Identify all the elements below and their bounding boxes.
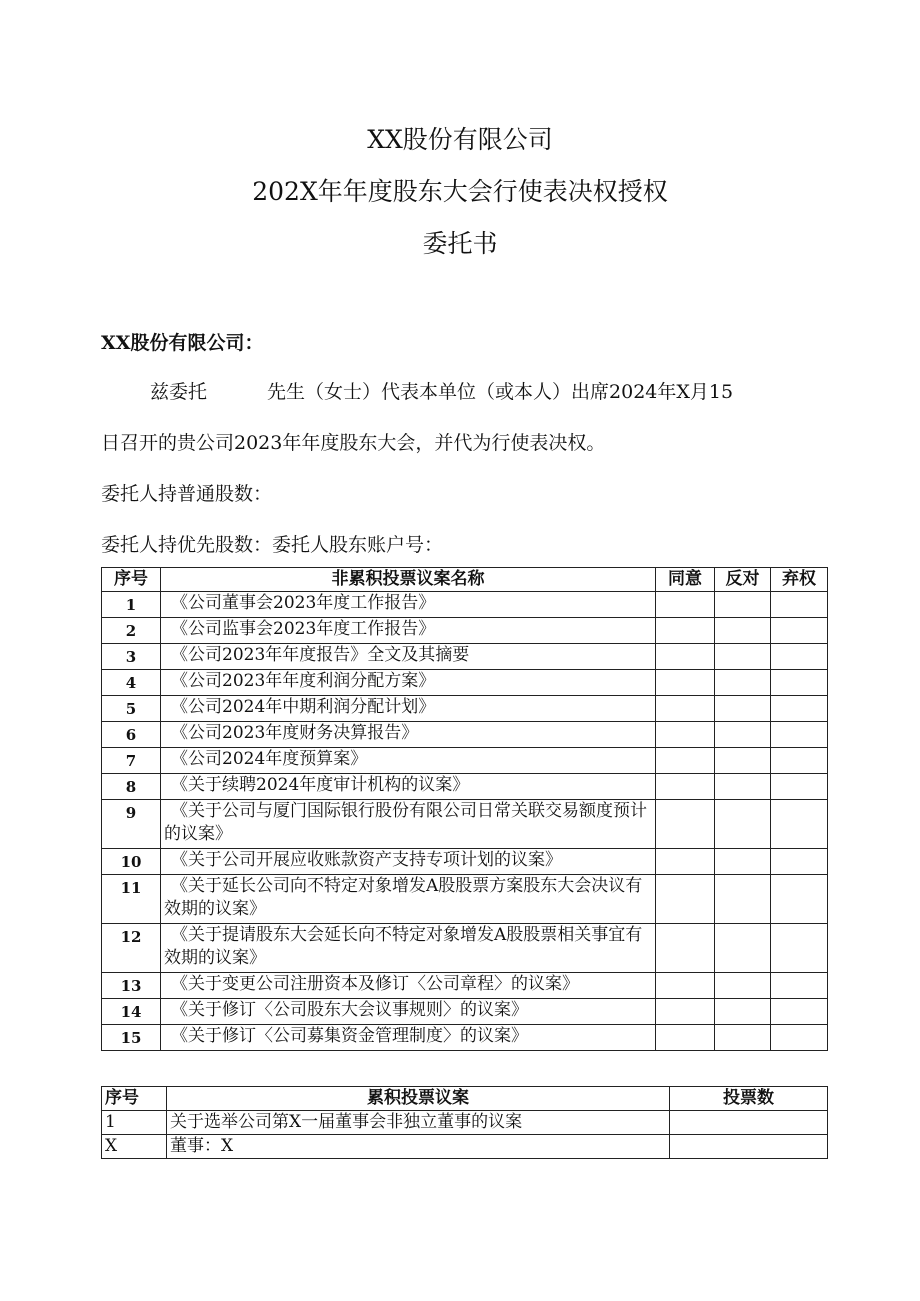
vote-count-cell[interactable] [670, 1135, 828, 1159]
table-row [102, 999, 828, 1025]
proposal-name: 《关于修订〈公司股东大会议事规则〉的议案》 [161, 999, 656, 1025]
oppose-cell[interactable] [715, 999, 771, 1025]
meeting-title: 202X年年度股东大会行使表决权授权 [252, 177, 668, 206]
table-row [102, 1135, 828, 1159]
header-no: 序号 [102, 1087, 167, 1111]
abstain-cell[interactable] [771, 924, 828, 973]
row-no: 15 [102, 1025, 161, 1051]
proposal-name: 《关于公司开展应收账款资产支持专项计划的议案》 [161, 849, 656, 875]
header-abstain: 弃权 [771, 568, 828, 592]
row-no: 8 [102, 774, 161, 800]
abstain-cell[interactable] [771, 875, 828, 924]
header-oppose: 反对 [715, 568, 771, 592]
proposal-name: 《公司董事会2023年度工作报告》 [161, 592, 656, 618]
table-row [102, 849, 828, 875]
table-row [102, 696, 828, 722]
table-row [102, 924, 828, 973]
proposal-name: 关于选举公司第X一届董事会非独立董事的议案 [167, 1111, 670, 1135]
agree-cell[interactable] [656, 592, 715, 618]
agree-cell[interactable] [656, 1025, 715, 1051]
vote-count-cell[interactable] [670, 1111, 828, 1135]
oppose-cell[interactable] [715, 748, 771, 774]
table-header-row [102, 1087, 828, 1111]
entrustment-line-2: 日召开的贵公司2023年年度股东大会，并代为行使表决权。 [101, 432, 606, 454]
table-row [102, 644, 828, 670]
oppose-cell[interactable] [715, 774, 771, 800]
table-row [102, 1111, 828, 1135]
row-no: 7 [102, 748, 161, 774]
agree-cell[interactable] [656, 722, 715, 748]
oppose-cell[interactable] [715, 644, 771, 670]
agree-cell[interactable] [656, 644, 715, 670]
table-row [102, 774, 828, 800]
proposal-name: 《关于修订〈公司募集资金管理制度〉的议案》 [161, 1025, 656, 1051]
agree-cell[interactable] [656, 924, 715, 973]
header-proposal-name: 非累积投票议案名称 [161, 568, 656, 592]
table-header-row [102, 568, 828, 592]
agree-cell[interactable] [656, 849, 715, 875]
proposal-name: 《关于延长公司向不特定对象增发A股股票方案股东大会决议有效期的议案》 [161, 875, 656, 924]
addressee: XX股份有限公司： [101, 332, 264, 354]
table-row [102, 1025, 828, 1051]
abstain-cell[interactable] [771, 1025, 828, 1051]
entrust-prefix: 兹委托 [150, 381, 208, 403]
row-no: 3 [102, 644, 161, 670]
row-no: 6 [102, 722, 161, 748]
cumulative-voting-table [101, 1086, 828, 1159]
table-row [102, 592, 828, 618]
oppose-cell[interactable] [715, 924, 771, 973]
agree-cell[interactable] [656, 748, 715, 774]
abstain-cell[interactable] [771, 774, 828, 800]
agree-cell[interactable] [656, 618, 715, 644]
row-no: X [102, 1135, 167, 1159]
header-vote-count: 投票数 [670, 1087, 828, 1111]
table-row [102, 618, 828, 644]
oppose-cell[interactable] [715, 1025, 771, 1051]
table-row [102, 670, 828, 696]
abstain-cell[interactable] [771, 999, 828, 1025]
noncumulative-voting-table [101, 567, 828, 1051]
oppose-cell[interactable] [715, 592, 771, 618]
table-row [102, 973, 828, 999]
header-no: 序号 [102, 568, 161, 592]
abstain-cell[interactable] [771, 800, 828, 849]
oppose-cell[interactable] [715, 722, 771, 748]
row-no: 1 [102, 592, 161, 618]
table-row [102, 722, 828, 748]
row-no: 4 [102, 670, 161, 696]
oppose-cell[interactable] [715, 875, 771, 924]
row-no: 1 [102, 1111, 167, 1135]
header-agree: 同意 [656, 568, 715, 592]
abstain-cell[interactable] [771, 849, 828, 875]
row-no: 5 [102, 696, 161, 722]
proposal-name: 《关于变更公司注册资本及修订〈公司章程〉的议案》 [161, 973, 656, 999]
table-row [102, 748, 828, 774]
proposal-name: 《公司2024年度预算案》 [161, 748, 656, 774]
oppose-cell[interactable] [715, 973, 771, 999]
abstain-cell[interactable] [771, 670, 828, 696]
table-row [102, 875, 828, 924]
agree-cell[interactable] [656, 973, 715, 999]
row-no: 9 [102, 800, 161, 849]
preferred-shares-line: 委托人持优先股数：委托人股东账户号： [101, 534, 444, 556]
company-title: XX股份有限公司 [367, 125, 553, 154]
abstain-cell[interactable] [771, 592, 828, 618]
proposal-name: 《公司2023年年度利润分配方案》 [161, 670, 656, 696]
proposal-name: 《公司2024年中期利润分配计划》 [161, 696, 656, 722]
proposal-name: 《公司2023年年度报告》全文及其摘要 [161, 644, 656, 670]
oppose-cell[interactable] [715, 696, 771, 722]
proposal-name: 《公司监事会2023年度工作报告》 [161, 618, 656, 644]
common-shares-line: 委托人持普通股数： [101, 483, 273, 505]
agree-cell[interactable] [656, 774, 715, 800]
proposal-name: 《关于续聘2024年度审计机构的议案》 [161, 774, 656, 800]
row-no: 2 [102, 618, 161, 644]
proposal-name: 董事：X [167, 1135, 670, 1159]
abstain-cell[interactable] [771, 644, 828, 670]
table-row [102, 800, 828, 849]
abstain-cell[interactable] [771, 696, 828, 722]
abstain-cell[interactable] [771, 722, 828, 748]
entrust-suffix: 先生（女士）代表本单位（或本人）出席2024年X月15 [267, 381, 734, 403]
oppose-cell[interactable] [715, 618, 771, 644]
agree-cell[interactable] [656, 696, 715, 722]
entrustment-line-1 [150, 377, 733, 404]
row-no: 13 [102, 973, 161, 999]
document-type-title: 委托书 [422, 229, 498, 258]
oppose-cell[interactable] [715, 800, 771, 849]
agree-cell[interactable] [656, 670, 715, 696]
proposal-name: 《公司2023年度财务决算报告》 [161, 722, 656, 748]
proposal-name: 《关于提请股东大会延长向不特定对象增发A股股票相关事宜有效期的议案》 [161, 924, 656, 973]
abstain-cell[interactable] [771, 973, 828, 999]
row-no: 11 [102, 875, 161, 924]
agree-cell[interactable] [656, 875, 715, 924]
agree-cell[interactable] [656, 800, 715, 849]
proposal-name: 《关于公司与厦门国际银行股份有限公司日常关联交易额度预计的议案》 [161, 800, 656, 849]
agree-cell[interactable] [656, 999, 715, 1025]
row-no: 14 [102, 999, 161, 1025]
oppose-cell[interactable] [715, 849, 771, 875]
abstain-cell[interactable] [771, 618, 828, 644]
row-no: 12 [102, 924, 161, 973]
header-cumulative-proposal: 累积投票议案 [167, 1087, 670, 1111]
row-no: 10 [102, 849, 161, 875]
abstain-cell[interactable] [771, 748, 828, 774]
oppose-cell[interactable] [715, 670, 771, 696]
